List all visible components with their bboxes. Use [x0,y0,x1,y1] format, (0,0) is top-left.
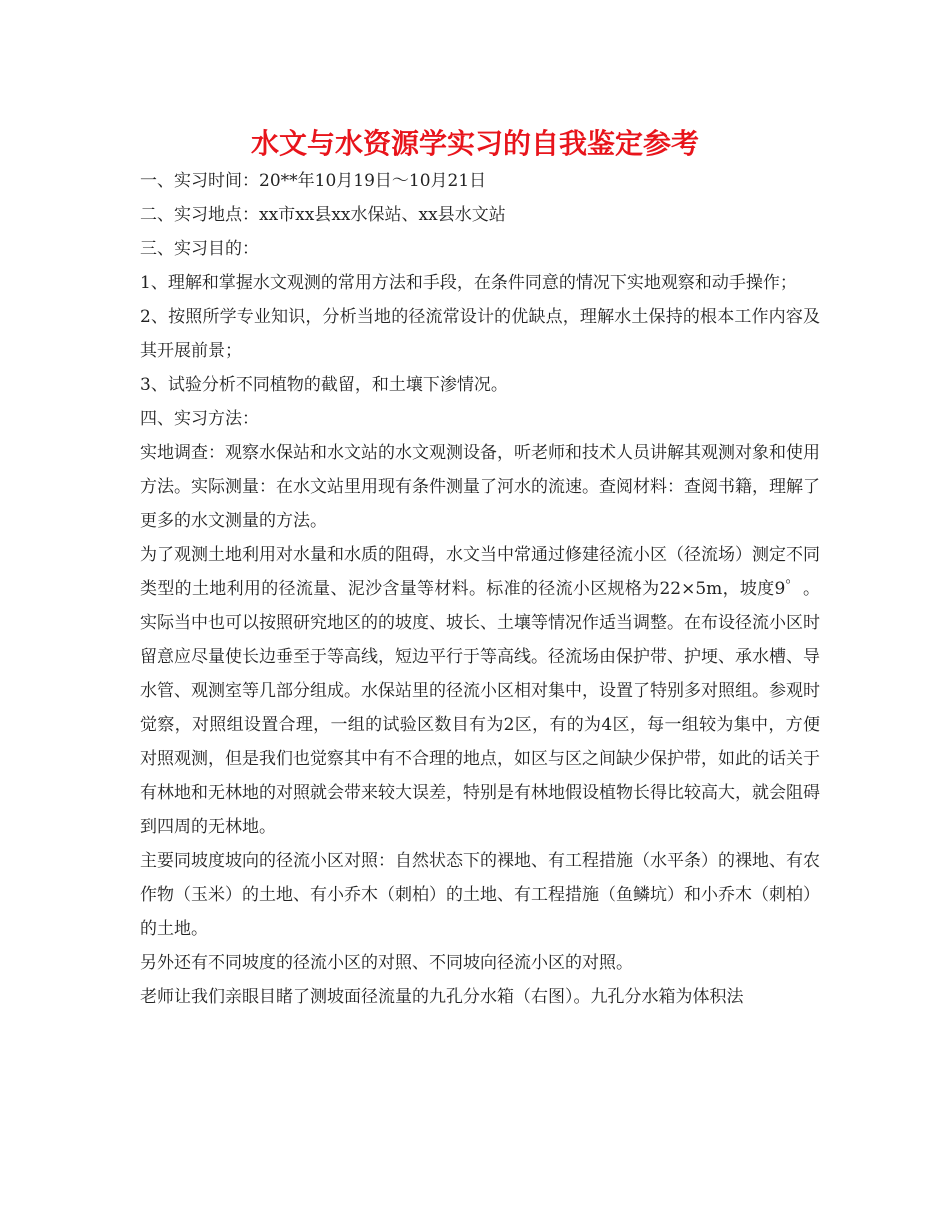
paragraph-internship-purpose-heading: 三、实习目的： [140,239,259,259]
paragraph-field-survey: 实地调查：观察水保站和水文站的水文观测设备，听老师和技术人员讲解其观测对象和使用方法。实际测量：在水文站里用现有条件测量了河水的流速。查阅材料：查阅书籍，理解了更多的水文测量的方法。 [140,443,820,531]
paragraph-internship-location: 二、实习地点：xx市xx县xx水保站、xx县水文站 [140,205,506,225]
paragraph-plot-comparison: 主要同坡度坡向的径流小区对照：自然状态下的裸地、有工程措施（水平条）的裸地、有农作物（玉米）的土地、有小乔木（刺柏）的土地、有工程措施（鱼鳞坑）和小乔木（刺柏）的土地。 [140,851,820,939]
document-title: 水文与水资源学实习的自我鉴定参考 [250,127,699,160]
paragraph-purpose-1: 1、理解和掌握水文观测的常用方法和手段，在条件同意的情况下实地观察和动手操作； [140,273,797,293]
paragraph-runoff-plots: 为了观测土地利用对水量和水质的阻碍，水文当中常通过修建径流小区（径流场）测定不同类型的土地利用的径流量、泥沙含量等材料。标准的径流小区规格为22×5m，坡度9゜。实际当中也可以按照研究地区的的坡度、坡长、土壤等情况作适当调整。在布设径流小区时留意应尽量使长边垂至于等高线，短边平行于等高线。径流场由保护带、护埂、承水槽、导水管、观测室等几部分组成。水保站里的径流小区相对集中，设置了特别多对照组。参观时觉察，对照组设置合理，一组的试验区数目有为2区，有的为4区，每一组较为集中，方便对照观测，但是我们也觉察其中有不合理的地点，如区与区之间缺少保护带，如此的话关于有林地和无林地的对照就会带来较大误差，特别是有林地假设植物长得比较高大，就会阻碍到四周的无林地。 [140,545,820,837]
paragraph-purpose-2: 2、按照所学专业知识，分析当地的径流常设计的优缺点，理解水土保持的根本工作内容及其开展前景； [140,307,820,361]
paragraph-internship-method-heading: 四、实习方法： [140,409,259,429]
paragraph-slope-comparison: 另外还有不同坡度的径流小区的对照、不同坡向径流小区的对照。 [140,953,633,973]
paragraph-water-divider-box: 老师让我们亲眼目睹了测坡面径流量的九孔分水箱（右图）。九孔分水箱为体积法 [140,987,744,1007]
document-body [140,164,820,1014]
paragraph-internship-time: 一、实习时间：20**年10月19日～10月21日 [140,171,487,191]
paragraph-purpose-3: 3、试验分析不同植物的截留，和土壤下渗情况。 [140,375,508,395]
